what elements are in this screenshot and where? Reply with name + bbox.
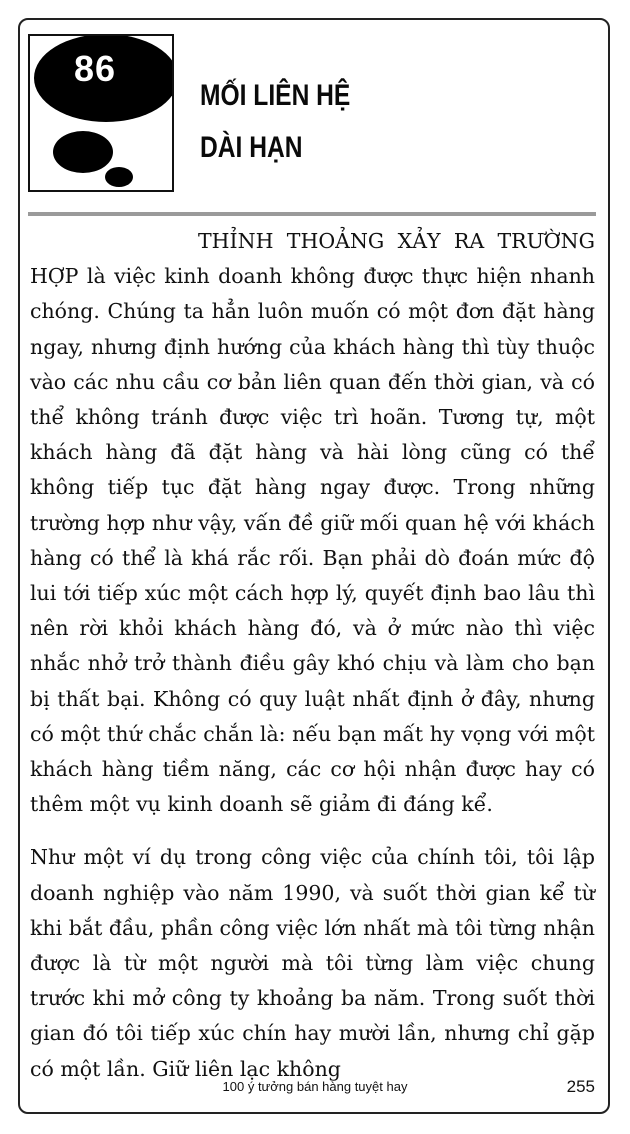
footer-book-title: 100 ý tưởng bán hàng tuyệt hay [222, 1079, 408, 1094]
chapter-title-line-2: DÀI HẠN [200, 131, 303, 164]
header-divider [28, 212, 596, 216]
chapter-title-line-1: MỐI LIÊN HỆ [200, 79, 351, 112]
body-text [30, 224, 595, 1087]
paragraph-2: Như một ví dụ trong công việc của chính tôi, tôi lập doanh nghiệp vào năm 1990, và suốt thời gian kể từ khi bắt đầu, phần công việc lớn nhất mà tôi từng nhận được là từ một người mà tôi từng làm việc chung trước khi mở công ty khoảng ba năm. Trong suốt thời gian đó tôi tiếp xúc chín hay mười lần, nhưng chỉ gặp có một lần. Giữ liên lạc không [30, 845, 595, 1081]
page-number: 255 [566, 1077, 595, 1096]
chapter-number: 86 [73, 48, 117, 89]
chapter-title [200, 70, 350, 174]
paragraph-1: THỈNH THOẢNG XẢY RA TRƯỜNG HỢP là việc kinh doanh không được thực hiện nhanh chóng. Chúng ta hẳn luôn muốn có một đơn đặt hàng ngay, nhưng định hướng của khách hàng thì tùy thuộc vào các nhu cầu cơ bản liên quan đến thời gian, và có thể không tránh được việc trì hoãn. Tương tự, một khách hàng đã đặt hàng và hài lòng cũng có thể không tiếp tục đặt hàng ngay được. Trong những trường hợp như vậy, vấn đề giữ mối quan hệ với khách hàng có thể là khá rắc rối. Bạn phải dò đoán mức độ lui tới tiếp xúc một cách hợp lý, quyết định bao lâu thì nên rời khỏi khách hàng đó, và ở mức nào thì việc nhắc nhở trở thành điều gây khó chịu và làm cho bạn bị thất bại. Không có quy luật nhất định ở đây, nhưng có một thứ chắc chắn là: nếu bạn mất hy vọng với một khách hàng tiềm năng, các cơ hội nhận được hay có thêm một vụ kinh doanh sẽ giảm đi đáng kể. [30, 229, 595, 817]
